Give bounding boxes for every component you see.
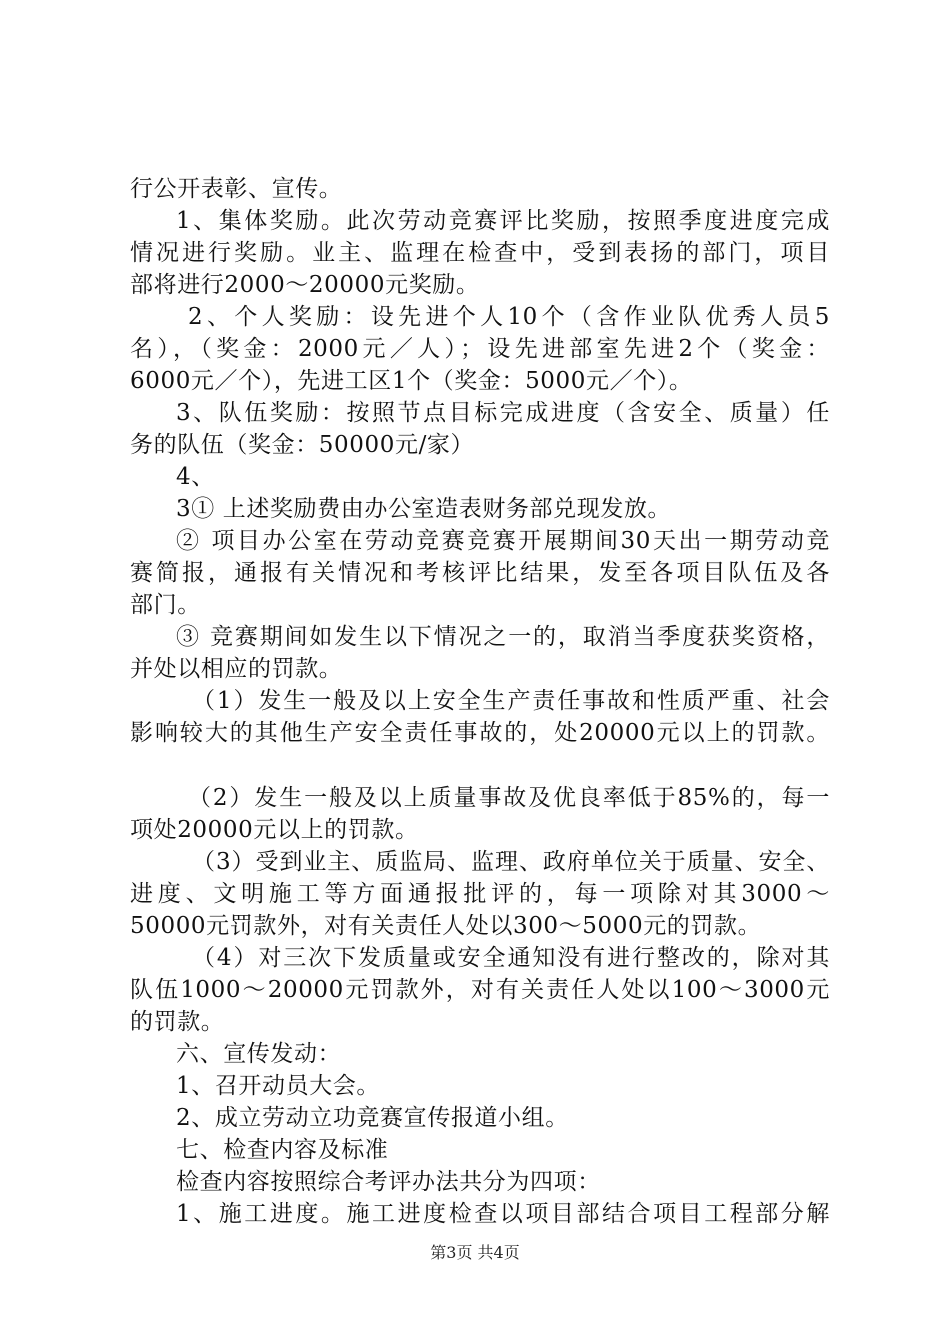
text-line: 六、宣传发动：	[176, 1041, 342, 1067]
text-line: 名），（奖金：2000元／人）；设先进部室先进2个（奖金：	[130, 336, 830, 362]
text-line: 3① 上述奖励费由办公室造表财务部兑现发放。	[176, 496, 672, 522]
text-line: 并处以相应的罚款。	[130, 656, 343, 682]
text-line: 4、	[176, 464, 215, 490]
text-line: 进度、文明施工等方面通报批评的，每一项除对其3000～	[130, 881, 830, 907]
text-line: （2）发生一般及以上质量事故及优良率低于85%的，每一	[188, 785, 830, 811]
text-line: 务的队伍（奖金：50000元/家）	[130, 432, 475, 458]
text-line: 6000元／个），先进工区1个（奖金：5000元／个）。	[130, 368, 693, 394]
text-line: 队伍1000～20000元罚款外，对有关责任人处以100～3000元	[130, 977, 830, 1003]
text-line: 赛简报，通报有关情况和考核评比结果，发至各项目队伍及各	[130, 560, 830, 586]
text-line: 检查内容按照综合考评办法共分为四项：	[176, 1169, 601, 1195]
text-line: 1、施工进度。施工进度检查以项目部结合项目工程部分解	[176, 1201, 830, 1227]
text-line: 的罚款。	[130, 1009, 225, 1035]
text-line: 3、队伍奖励：按照节点目标完成进度（含安全、质量）任	[176, 400, 830, 426]
text-line: （4）对三次下发质量或安全通知没有进行整改的，除对其	[192, 945, 830, 971]
text-line: 项处20000元以上的罚款。	[130, 817, 419, 843]
document-body	[130, 173, 830, 1230]
text-line: 2、成立劳动立功竞赛宣传报道小组。	[176, 1105, 569, 1131]
page-footer: 第3页 共4页	[430, 1243, 520, 1262]
text-line: （3）受到业主、质监局、监理、政府单位关于质量、安全、	[192, 849, 830, 875]
text-line: 七、检查内容及标准	[176, 1137, 389, 1163]
text-line: 影响较大的其他生产安全责任事故的，处20000元以上的罚款。	[130, 720, 830, 746]
text-line: 1、召开动员大会。	[176, 1073, 381, 1099]
text-line: 部门。	[130, 592, 201, 618]
text-line: 部将进行2000～20000元奖励。	[130, 272, 480, 298]
paragraph-gap	[130, 749, 830, 782]
text-line: 50000元罚款外，对有关责任人处以300～5000元的罚款。	[130, 913, 762, 939]
text-line: 2、个人奖励：设先进个人10个（含作业队优秀人员5	[188, 304, 830, 330]
text-line: 行公开表彰、宣传。	[130, 176, 343, 202]
text-line: ③ 竞赛期间如发生以下情况之一的，取消当季度获奖资格，	[176, 624, 830, 650]
text-line: ② 项目办公室在劳动竞赛竞赛开展期间30天出一期劳动竞	[176, 528, 830, 554]
text-line: 1、集体奖励。此次劳动竞赛评比奖励，按照季度进度完成	[176, 208, 830, 234]
text-line: 情况进行奖励。业主、监理在检查中，受到表扬的部门，项目	[130, 240, 830, 266]
text-line: （1）发生一般及以上安全生产责任事故和性质严重、社会	[192, 688, 830, 714]
